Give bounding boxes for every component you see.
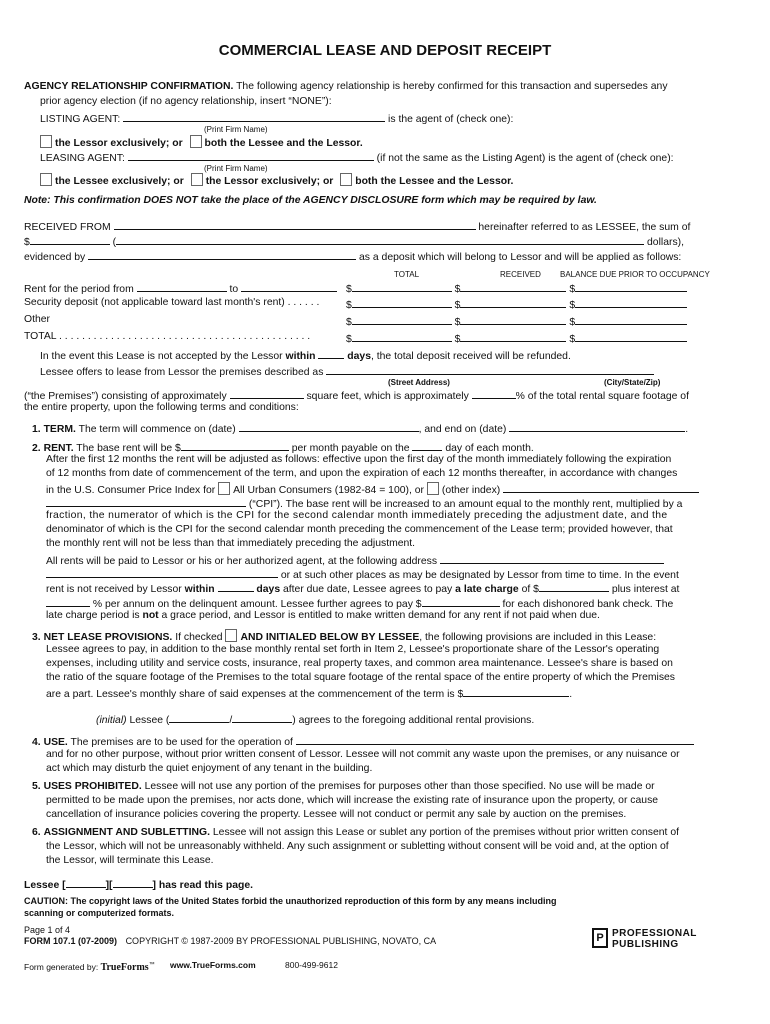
leasing-lessee-checkbox[interactable] (40, 173, 52, 186)
square-feet-field[interactable] (230, 387, 304, 399)
rent-line-7: denominator of which is the CPI for the second calendar month preceding the commencement of the Lease term; provided however, that (46, 524, 673, 535)
total-balance-field[interactable] (575, 330, 687, 342)
cpi-other-checkbox[interactable] (427, 482, 439, 495)
premises-row: (“the Premises”) consisting of approximately square feet, which is approximately % of the total rental square footage of (24, 387, 689, 404)
phone-number: 800-499-9612 (285, 960, 338, 970)
agency-note: Note: This confirmation DOES NOT take the place of the AGENCY DISCLOSURE form which may be required by law. (24, 195, 597, 206)
rent-line-2: After the first 12 months the rent will be adjusted as follows: effective upon the first day of the month immediately following the expiration (46, 454, 672, 465)
net-initial-2-field[interactable] (232, 711, 292, 723)
evidenced-by-field[interactable] (88, 248, 356, 260)
check-fee-field[interactable] (422, 595, 500, 607)
print-firm-caption-2: (Print Firm Name) (204, 164, 268, 173)
rent-from-field[interactable] (137, 280, 227, 292)
rent-period-row: Rent for the period from to (24, 280, 337, 297)
rent-balance-field[interactable] (575, 280, 687, 292)
refund-days-field[interactable] (318, 347, 344, 359)
total-received-field[interactable] (460, 330, 566, 342)
listing-agent-options: the Lessor exclusively; or both the Lessee and the Lessor. (40, 135, 363, 151)
term-start-field[interactable] (239, 420, 419, 432)
rent-line-6: fraction, the numerator of which is the CPI for the second calendar month immediately preceding the adjustment date, and the (46, 510, 668, 521)
total-row: TOTAL . . . . . . . . . . . . . . . . . . . . . . . . . . . . . . . . . . . . . . . . . . . . (24, 331, 311, 342)
net-line-4: the ratio of the square footage of the Premises to the total square footage of the rental space of the entire property of which the Premises (46, 672, 676, 683)
rent-received-field[interactable] (460, 280, 566, 292)
logo-line-1: PROFESSIONAL (612, 928, 697, 939)
assignment-line-2: the Lessor, which will not be unreasonably withheld. Any such assignment or subletting without consent will be void and, at the option of (46, 841, 669, 852)
col-received: RECEIVED (500, 270, 541, 279)
net-line-3: expenses, including utility and service costs, insurance, real property taxes, and common area maintenance. Lessee's share is based on (46, 658, 673, 669)
other-index-field[interactable] (503, 481, 699, 493)
rent-line-10: or at such other places as may be designated by Lessor from time to time. In the event (46, 566, 679, 583)
monthly-share-field[interactable] (463, 685, 569, 697)
payment-address-field-2[interactable] (46, 566, 278, 578)
listing-agent-field[interactable] (123, 110, 385, 122)
professional-publishing-logo-icon: P (592, 928, 608, 948)
other-row: Other (24, 314, 50, 325)
leasing-agent-field[interactable] (128, 149, 374, 161)
leasing-agent-row: LEASING AGENT: (if not the same as the Listing Agent) is the agent of (check one): (40, 149, 674, 166)
rent-line-3: of 12 months from date of commencement of the term, and upon the expiration of each 12 months thereafter, in accordance with changes (46, 468, 678, 479)
lessee-initial-2-field[interactable] (113, 876, 153, 888)
agency-intro-2: prior agency election (if no agency relationship, insert “NONE”): (40, 96, 332, 107)
lessee-initial-1-field[interactable] (66, 876, 106, 888)
listing-agent-row: LISTING AGENT: is the agent of (check one): (40, 110, 513, 127)
term-section: 1. TERM. The term will commence on (date) , and end on (date) . (32, 420, 688, 437)
security-balance-field[interactable] (575, 296, 687, 308)
base-rent-field[interactable] (181, 439, 289, 451)
amounts-total: $ $ $ (346, 330, 687, 347)
form-title: COMMERCIAL LEASE AND DEPOSIT RECEIPT (218, 42, 552, 59)
form-number-row: FORM 107.1 (07-2009) COPYRIGHT © 1987-2009 BY PROFESSIONAL PUBLISHING, NOVATO, CA (24, 936, 437, 946)
sum-row: $ ( dollars), (24, 233, 684, 250)
other-balance-field[interactable] (575, 313, 687, 325)
prohibited-line-2: permitted to be made upon the premises, nor acts done, which will increase the existing rate of insurance upon the property, or cause (46, 795, 659, 806)
sum-words-field[interactable] (116, 233, 644, 245)
rent-line-5: (“CPI”). The base rent will be increased to an amount equal to the monthly rent, multiplied by a (46, 495, 682, 512)
cpi-name-field[interactable] (46, 495, 246, 507)
amounts-rent: $ $ $ (346, 280, 687, 297)
rent-to-field[interactable] (241, 280, 337, 292)
rent-line-8: the monthly rent will not be less than that immediately preceding the adjustment. (46, 538, 416, 549)
received-from-row: RECEIVED FROM hereinafter referred to as LESSEE, the sum of (24, 218, 690, 235)
listing-lessor-checkbox[interactable] (40, 135, 52, 148)
assignment-line-3: the Lessor, will terminate this Lease. (46, 855, 214, 866)
rent-line-9: All rents will be paid to Lessor or his or her authorized agent, at the following address (46, 552, 664, 569)
logo-line-2: PUBLISHING (612, 939, 679, 950)
offers-row: Lessee offers to lease from Lessor the premises described as (40, 363, 654, 380)
page-number: Page 1 of 4 (24, 925, 71, 935)
security-received-field[interactable] (460, 296, 566, 308)
caution-line-2: scanning or computerized formats. (24, 908, 175, 918)
net-line-2: Lessee agrees to pay, in addition to the base monthly rental set forth in Item 2, Lessee's proportionate share of the Lessor's operating (46, 644, 660, 655)
sum-amount-field[interactable] (30, 233, 110, 245)
leasing-agent-options: the Lessee exclusively; or the Lessor exclusively; or both the Lessee and the Lessor. (40, 173, 513, 189)
late-charge-field[interactable] (539, 580, 609, 592)
cpi-urban-checkbox[interactable] (218, 482, 230, 495)
premises-row-2: the entire property, upon the following terms and conditions: (24, 402, 299, 413)
security-deposit-row: Security deposit (not applicable toward last month's rent) . . . . . . (24, 297, 320, 308)
rent-line-13: late charge period is not a grace period, and Lessor is entitled to make written demand for any rent if not paid when due. (46, 610, 600, 621)
premises-address-field[interactable] (326, 363, 654, 375)
total-total-field[interactable] (352, 330, 452, 342)
other-received-field[interactable] (460, 313, 566, 325)
rent-line-12: % per annum on the delinquent amount. Lessee further agrees to pay $ for each dishonored bank check. The (46, 595, 673, 612)
leasing-lessor-checkbox[interactable] (191, 173, 203, 186)
security-total-field[interactable] (352, 296, 452, 308)
net-lease-checkbox[interactable] (225, 629, 237, 642)
net-initial-row: (initial) Lessee ( / ) agrees to the foregoing additional rental provisions. (96, 711, 534, 728)
net-lease-section: 3. NET LEASE PROVISIONS. If checked AND INITIALED BELOW BY LESSEE, the following provisions are included in this Lease: (32, 629, 656, 645)
lessee-initials-row: Lessee [ ][ ] has read this page. (24, 876, 253, 893)
use-line-3: act which may disturb the quiet enjoyment of any tenant in the building. (46, 763, 373, 774)
use-section: 4. USE. The premises are to be used for the operation of (32, 733, 694, 750)
interest-rate-field[interactable] (46, 595, 90, 607)
evidenced-row: evidenced by as a deposit which will belong to Lessor and will be applied as follows: (24, 248, 681, 265)
rent-day-field[interactable] (412, 439, 442, 451)
col-total: TOTAL (394, 270, 420, 279)
amounts-other: $ $ $ (346, 313, 687, 330)
caution-line-1: CAUTION: The copyright laws of the United States forbid the unauthorized reproduction of this form by any means including (24, 896, 557, 906)
use-purpose-field[interactable] (296, 733, 694, 745)
amounts-security: $ $ $ (346, 296, 687, 313)
late-days-field[interactable] (218, 580, 254, 592)
website-link[interactable]: www.TrueForms.com (170, 960, 256, 970)
rent-line-4: in the U.S. Consumer Price Index for All Urban Consumers (1982-84 = 100), or (other index) (46, 481, 699, 498)
net-initial-1-field[interactable] (169, 711, 229, 723)
col-balance: BALANCE DUE PRIOR TO OCCUPANCY (560, 270, 710, 279)
generated-by-row: Form generated by: TrueForms™ (24, 961, 155, 973)
percent-field[interactable] (472, 387, 516, 399)
rent-line-11: rent is not received by Lessor within days after due date, Lessee agrees to pay a late charge of $ plus interest at (46, 580, 679, 597)
agency-intro: AGENCY RELATIONSHIP CONFIRMATION. The following agency relationship is hereby confirmed for this transaction and supersedes any (24, 81, 668, 92)
street-address-caption: (Street Address) (388, 378, 450, 387)
city-state-zip-caption: (City/State/Zip) (604, 378, 661, 387)
term-end-field[interactable] (509, 420, 685, 432)
received-from-field[interactable] (114, 218, 476, 230)
rent-section: 2. RENT. The base rent will be $ per month payable on the day of each month. (32, 439, 534, 456)
payment-address-field[interactable] (440, 552, 664, 564)
assignment-section: 6. ASSIGNMENT AND SUBLETTING. Lessee will not assign this Lease or sublet any portion of the premises without prior written consent of (32, 827, 679, 838)
not-accepted-row: In the event this Lease is not accepted by the Lessor within days, the total deposit received will be refunded. (40, 347, 571, 364)
leasing-both-checkbox[interactable] (340, 173, 352, 186)
other-total-field[interactable] (352, 313, 452, 325)
net-line-5: are a part. Lessee's monthly share of said expenses at the commencement of the term is $ . (46, 685, 572, 702)
trueforms-logo: TrueForms (100, 961, 149, 973)
listing-both-checkbox[interactable] (190, 135, 202, 148)
use-line-2: and for no other purpose, without prior written consent of Lessor. Lessee will not commit any waste upon the premises, or any nuisance or (46, 749, 680, 760)
prohibited-section: 5. USES PROHIBITED. Lessee will not use any portion of the premises for purposes other than those specified. No use will be made or (32, 781, 655, 792)
rent-total-field[interactable] (352, 280, 452, 292)
prohibited-line-3: cancellation of insurance policies covering the property. Lessee will not conduct or permit any sale by auction on the premises. (46, 809, 627, 820)
print-firm-caption: (Print Firm Name) (204, 125, 268, 134)
